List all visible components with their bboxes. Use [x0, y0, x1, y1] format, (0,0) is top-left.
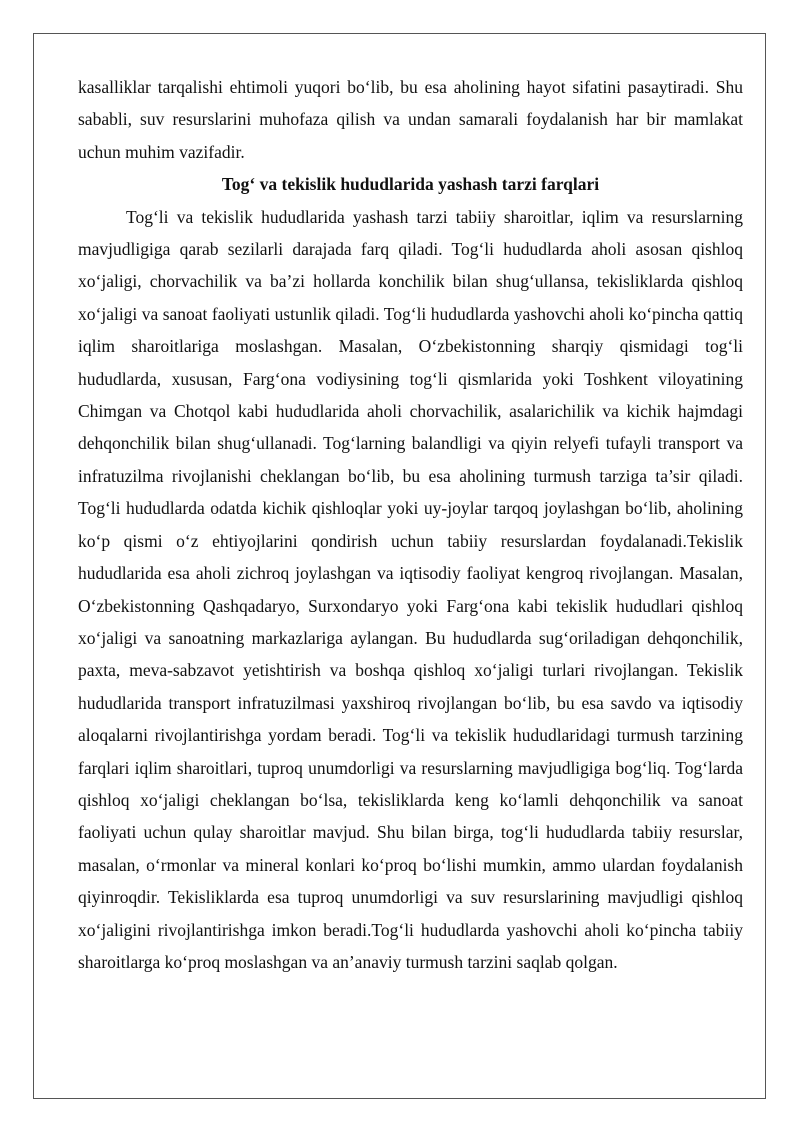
paragraph-continuation: kasalliklar tarqalishi ehtimoli yuqori bo‘lib, bu esa aholining hayot sifatini pasaytiradi. Shu sababli, suv resurslarini muhofaza qilish va undan samarali foydalanish har bir mamlakat uchun muhim vazifadir. — [78, 77, 743, 162]
section-heading: Tog‘ va tekislik hududlarida yashash tarzi farqlari — [221, 174, 600, 195]
document-body — [78, 71, 743, 978]
paragraph-main: Tog‘li va tekislik hududlarida yashash tarzi tabiiy sharoitlar, iqlim va resurslarning mavjudligiga qarab sezilarli darajada farq qiladi. Tog‘li hududlarda aholi asosan qishloq xo‘jaligi, chorvachilik va ba’zi hollarda konchilik bilan shug‘ullansa, tekisliklarda qishloq xo‘jaligi va sanoat faoliyati ustunlik qiladi. Tog‘li hududlarda yashovchi aholi ko‘pincha qattiq iqlim sharoitlariga moslashgan. Masalan, O‘zbekistonning sharqiy qismidagi tog‘li hududlarda, xususan, Farg‘ona vodiysining tog‘li qismlarida yoki Toshkent viloyatining Chimgan va Chotqol kabi hududlarida aholi chorvachilik, asalarichilik va kichik hajmdagi dehqonchilik bilan shug‘ullanadi. Tog‘larning balandligi va qiyin relyefi tufayli transport va infratuzilma rivojlanishi cheklangan bo‘lib, bu esa aholining turmush tarziga ta’sir qiladi. Tog‘li hududlarda odatda kichik qishloqlar yoki uy-joylar tarqoq joylashgan bo‘lib, aholining ko‘p qismi o‘z ehtiyojlarini qondirish uchun tabiiy resurslardan foydalanadi.Tekislik hududlarida esa aholi zichroq joylashgan va iqtisodiy faoliyat kengroq rivojlangan. Masalan, O‘zbekistonning Qashqadaryo, Surxondaryo yoki Farg‘ona kabi tekislik hududlari qishloq xo‘jaligi va sanoatning markazlariga aylangan. Bu hududlarda sug‘oriladigan dehqonchilik, paxta, meva-sabzavot yetishtirish va boshqa qishloq xo‘jaligi turlari rivojlangan. Tekislik hududlarida transport infratuzilmasi yaxshiroq rivojlangan bo‘lib, bu esa savdo va iqtisodiy aloqalarni rivojlantirishga yordam beradi. Tog‘li va tekislik hududlaridagi turmush tarzining farqlari iqlim sharoitlari, tuproq unumdorligi va resurslarning mavjudligiga bog‘liq. Tog‘larda qishloq xo‘jaligi cheklangan bo‘lsa, tekisliklarda keng ko‘lamli dehqonchilik va sanoat faoliyati uchun qulay sharoitlar mavjud. Shu bilan birga, tog‘li hududlarda tabiiy resurslar, masalan, o‘rmonlar va mineral konlari ko‘proq bo‘lishi mumkin, ammo ulardan foydalanish qiyinroqdir. Tekisliklarda esa tuproq unumdorligi va suv resurslarining mavjudligi qishloq xo‘jaligini rivojlantirishga imkon beradi.Tog‘li hududlarda yashovchi aholi ko‘pincha tabiiy sharoitlarga ko‘proq moslashgan va an’anaviy turmush tarzini saqlab qolgan. — [78, 206, 743, 972]
